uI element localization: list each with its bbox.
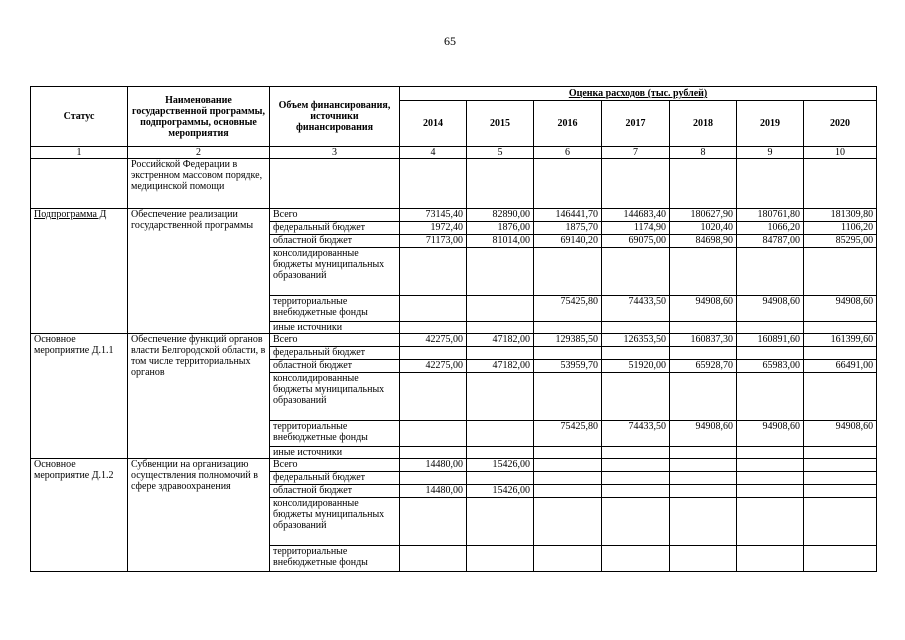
table-row — [31, 459, 877, 472]
value-cell — [400, 373, 467, 421]
value-cell: 85295,00 — [804, 235, 877, 248]
header-year: 2017 — [602, 101, 670, 147]
value-cell — [602, 322, 670, 334]
value-cell: 94908,60 — [804, 421, 877, 447]
value-cell: 66491,00 — [804, 360, 877, 373]
value-cell — [670, 498, 737, 546]
value-cell: 47182,00 — [467, 334, 534, 347]
value-cell: 42275,00 — [400, 334, 467, 347]
value-cell: 65928,70 — [670, 360, 737, 373]
column-number: 3 — [270, 147, 400, 159]
value-cell — [602, 373, 670, 421]
source-label: иные источники — [270, 322, 400, 334]
value-cell — [804, 248, 877, 296]
value-cell: 74433,50 — [602, 296, 670, 322]
value-cell — [670, 447, 737, 459]
value-cell: 75425,80 — [534, 296, 602, 322]
value-cell — [804, 498, 877, 546]
value-cell: 65983,00 — [737, 360, 804, 373]
value-cell — [737, 485, 804, 498]
value-cell: 74433,50 — [602, 421, 670, 447]
value-cell — [670, 546, 737, 572]
value-cell: 94908,60 — [670, 421, 737, 447]
value-cell — [670, 485, 737, 498]
value-cell — [400, 296, 467, 322]
value-cell — [467, 373, 534, 421]
column-number: 6 — [534, 147, 602, 159]
header-year: 2014 — [400, 101, 467, 147]
header-year: 2016 — [534, 101, 602, 147]
value-cell: 47182,00 — [467, 360, 534, 373]
value-cell — [467, 421, 534, 447]
source-label: федеральный бюджет — [270, 472, 400, 485]
value-cell — [602, 472, 670, 485]
source-label: консолидированные бюджеты муниципальных образований — [270, 248, 400, 296]
value-cell — [467, 322, 534, 334]
value-cell — [602, 485, 670, 498]
value-cell — [602, 347, 670, 360]
value-cell — [400, 447, 467, 459]
header-year: 2020 — [804, 101, 877, 147]
value-cell: 42275,00 — [400, 360, 467, 373]
value-cell: 94908,60 — [737, 421, 804, 447]
table-row — [31, 334, 877, 347]
value-cell: 1020,40 — [670, 222, 737, 235]
value-cell — [804, 485, 877, 498]
value-cell — [737, 498, 804, 546]
source-cell — [270, 159, 400, 209]
value-cell: 84787,00 — [737, 235, 804, 248]
value-cell — [804, 472, 877, 485]
value-cell: 69140,20 — [534, 235, 602, 248]
value-cell — [534, 248, 602, 296]
source-label: консолидированные бюджеты муниципальных образований — [270, 498, 400, 546]
value-cell: 1876,00 — [467, 222, 534, 235]
value-cell — [737, 322, 804, 334]
status-cell: Основное мероприятие Д.1.1 — [31, 334, 128, 459]
column-number: 9 — [737, 147, 804, 159]
column-number: 7 — [602, 147, 670, 159]
value-cell: 160837,30 — [670, 334, 737, 347]
value-cell: 15426,00 — [467, 485, 534, 498]
value-cell — [534, 459, 602, 472]
value-cell — [804, 322, 877, 334]
value-cell: 1174,90 — [602, 222, 670, 235]
budget-table — [30, 86, 877, 572]
program-name: Субвенции на организацию осуществления полномочий в сфере здравоохранения — [128, 459, 270, 572]
source-label: территориальные внебюджетные фонды — [270, 421, 400, 447]
source-label: областной бюджет — [270, 485, 400, 498]
header-year: 2018 — [670, 101, 737, 147]
value-cell — [737, 546, 804, 572]
status-cell: Основное мероприятие Д.1.2 — [31, 459, 128, 572]
value-cell — [467, 447, 534, 459]
value-cell — [534, 373, 602, 421]
value-cell — [602, 248, 670, 296]
value-cell — [400, 248, 467, 296]
value-cell — [670, 248, 737, 296]
value-cell — [400, 546, 467, 572]
value-cell: 15426,00 — [467, 459, 534, 472]
value-cell: 146441,70 — [534, 209, 602, 222]
value-cell — [804, 373, 877, 421]
page-number: 65 — [444, 34, 456, 48]
value-cell: 180627,90 — [670, 209, 737, 222]
header-year: 2019 — [737, 101, 804, 147]
value-cell — [467, 296, 534, 322]
value-cell: 71173,00 — [400, 235, 467, 248]
program-name: Обеспечение функций органов власти Белгородской области, в том числе территориальных органов — [128, 334, 270, 459]
header-name: Наименование государственной программы, подпрограммы, основные мероприятия — [128, 87, 270, 147]
value-cell — [467, 498, 534, 546]
value-cell: 94908,60 — [670, 296, 737, 322]
value-cell: 14480,00 — [400, 485, 467, 498]
value-cell: 1066,20 — [737, 222, 804, 235]
source-label: федеральный бюджет — [270, 222, 400, 235]
value-cell — [737, 248, 804, 296]
header-status: Статус — [31, 87, 128, 147]
source-label: консолидированные бюджеты муниципальных образований — [270, 373, 400, 421]
value-cell: 14480,00 — [400, 459, 467, 472]
column-number: 5 — [467, 147, 534, 159]
value-cell — [737, 373, 804, 421]
value-cell — [804, 459, 877, 472]
value-cell — [670, 459, 737, 472]
header-volume: Объем финансирования, источники финансирования — [270, 87, 400, 147]
value-cell: 144683,40 — [602, 209, 670, 222]
value-cell: 75425,80 — [534, 421, 602, 447]
source-label: Всего — [270, 334, 400, 347]
value-cell — [737, 347, 804, 360]
value-cell: 51920,00 — [602, 360, 670, 373]
value-cell — [467, 472, 534, 485]
value-cell — [467, 347, 534, 360]
value-cell — [602, 447, 670, 459]
value-cell: 126353,50 — [602, 334, 670, 347]
value-cell: 73145,40 — [400, 209, 467, 222]
value-cell — [534, 322, 602, 334]
value-cell — [400, 421, 467, 447]
column-number: 1 — [31, 147, 128, 159]
status-cell — [31, 159, 128, 209]
value-cell — [670, 347, 737, 360]
value-cell — [670, 322, 737, 334]
value-cell — [400, 498, 467, 546]
program-name: Российской Федерации в экстренном массовом порядке, медицинской помощи — [128, 159, 270, 209]
table-row — [31, 209, 877, 222]
source-label: федеральный бюджет — [270, 347, 400, 360]
value-cell — [602, 498, 670, 546]
source-label: областной бюджет — [270, 360, 400, 373]
source-label: Всего — [270, 209, 400, 222]
source-label: иные источники — [270, 447, 400, 459]
value-cell: 1875,70 — [534, 222, 602, 235]
source-label: территориальные внебюджетные фонды — [270, 546, 400, 572]
value-cell — [400, 472, 467, 485]
column-number: 4 — [400, 147, 467, 159]
value-cell — [804, 546, 877, 572]
value-cell: 1106,20 — [804, 222, 877, 235]
table-row — [31, 159, 877, 209]
value-cell: 180761,80 — [737, 209, 804, 222]
value-cell — [737, 472, 804, 485]
value-cell — [670, 472, 737, 485]
source-label: территориальные внебюджетные фонды — [270, 296, 400, 322]
value-cell: 1972,40 — [400, 222, 467, 235]
value-cell — [602, 459, 670, 472]
value-cell — [804, 447, 877, 459]
source-label: Всего — [270, 459, 400, 472]
value-cell: 53959,70 — [534, 360, 602, 373]
value-cell — [467, 546, 534, 572]
source-label: областной бюджет — [270, 235, 400, 248]
column-number: 8 — [670, 147, 737, 159]
value-cell — [534, 485, 602, 498]
value-cell: 181309,80 — [804, 209, 877, 222]
value-cell — [400, 347, 467, 360]
value-cell — [534, 447, 602, 459]
value-cell — [737, 459, 804, 472]
value-cell: 129385,50 — [534, 334, 602, 347]
value-cell — [534, 472, 602, 485]
value-cell: 94908,60 — [804, 296, 877, 322]
value-cell: 161399,60 — [804, 334, 877, 347]
header-year: 2015 — [467, 101, 534, 147]
value-cell — [602, 546, 670, 572]
value-cell — [534, 347, 602, 360]
value-cell — [400, 322, 467, 334]
value-cell — [534, 498, 602, 546]
value-cell: 84698,90 — [670, 235, 737, 248]
value-cell: 69075,00 — [602, 235, 670, 248]
value-cell — [467, 248, 534, 296]
value-cell: 82890,00 — [467, 209, 534, 222]
header-estimate: Оценка расходов (тыс. рублей) — [400, 87, 877, 101]
value-cell — [670, 373, 737, 421]
value-cell — [804, 347, 877, 360]
status-cell: Подпрограмма Д — [31, 209, 128, 334]
value-cell — [534, 546, 602, 572]
column-number: 10 — [804, 147, 877, 159]
value-cell: 94908,60 — [737, 296, 804, 322]
value-cell: 81014,00 — [467, 235, 534, 248]
column-number: 2 — [128, 147, 270, 159]
program-name: Обеспечение реализации государственной программы — [128, 209, 270, 334]
value-cell: 160891,60 — [737, 334, 804, 347]
value-cell — [737, 447, 804, 459]
